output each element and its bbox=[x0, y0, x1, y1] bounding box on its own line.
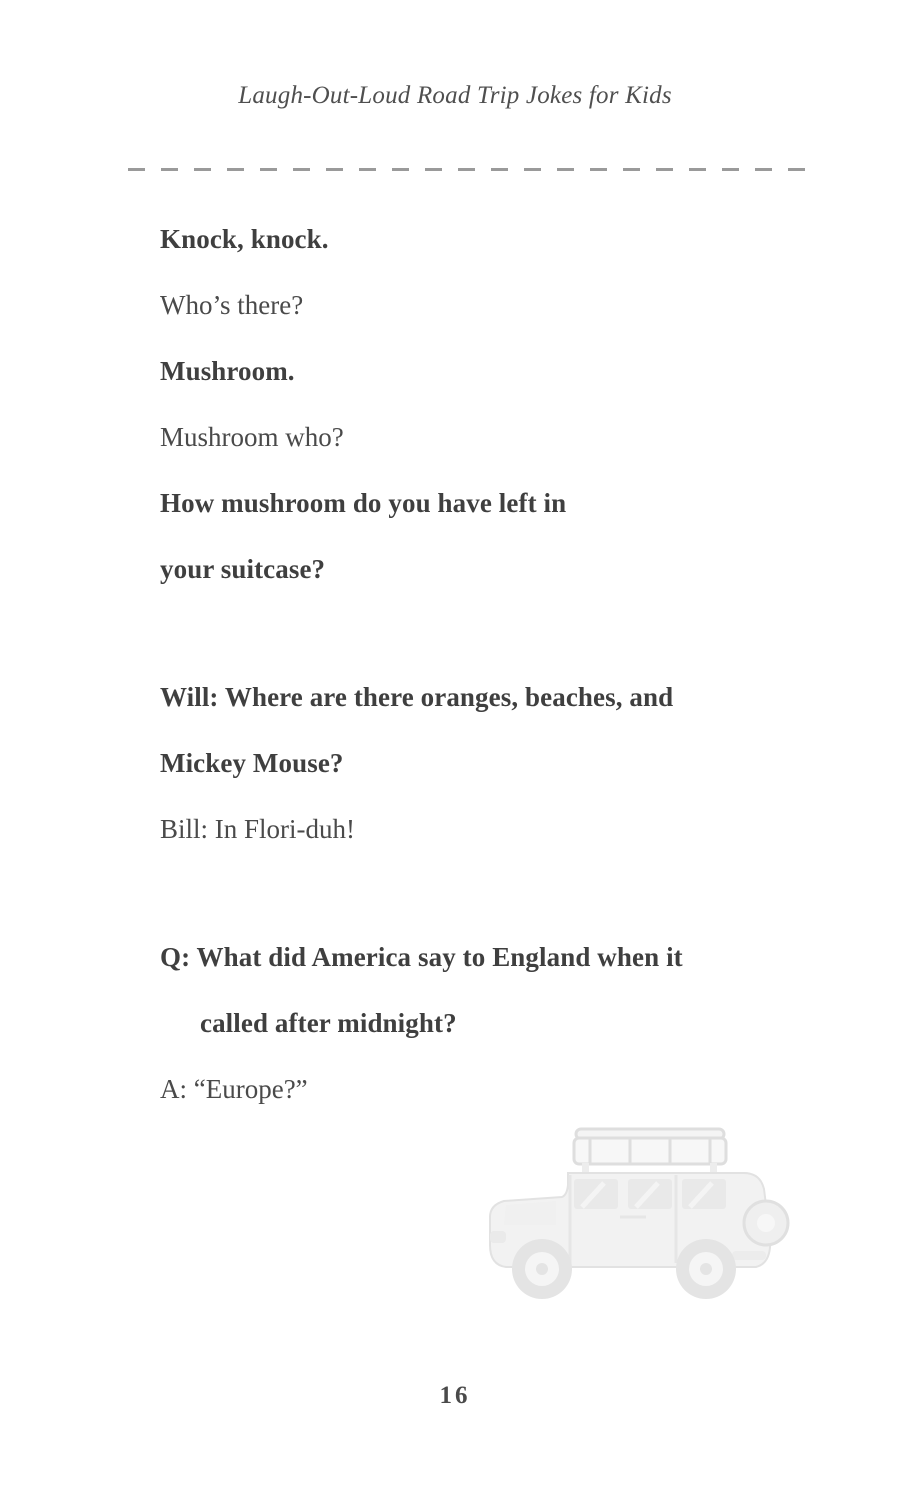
joke-separator bbox=[160, 602, 820, 664]
jokes-container bbox=[160, 206, 820, 1122]
joke-line: called after midnight? bbox=[200, 1008, 457, 1038]
joke-line: A: “Europe?” bbox=[160, 1074, 308, 1104]
running-head-title: Laugh-Out-Loud Road Trip Jokes for Kids bbox=[238, 82, 672, 109]
joke-block bbox=[160, 924, 820, 1122]
page-number: 16 bbox=[439, 1382, 471, 1409]
joke-block bbox=[160, 206, 820, 602]
joke-line: your suitcase? bbox=[160, 554, 326, 584]
suv-with-roof-rack-icon bbox=[470, 1105, 810, 1335]
joke-line: Mickey Mouse? bbox=[160, 748, 344, 778]
joke-line: Q: What did America say to England when it bbox=[160, 942, 683, 972]
joke-line: Will: Where are there oranges, beaches, and bbox=[160, 682, 674, 712]
joke-line: Bill: In Flori-duh! bbox=[160, 814, 355, 844]
joke-line: Mushroom who? bbox=[160, 422, 344, 452]
joke-line: Who’s there? bbox=[160, 290, 304, 320]
joke-line: Mushroom. bbox=[160, 356, 295, 386]
joke-separator bbox=[160, 862, 820, 924]
joke-block bbox=[160, 664, 820, 862]
joke-line: Knock, knock. bbox=[160, 224, 329, 254]
joke-line: How mushroom do you have left in bbox=[160, 488, 567, 518]
section-divider bbox=[128, 168, 808, 171]
